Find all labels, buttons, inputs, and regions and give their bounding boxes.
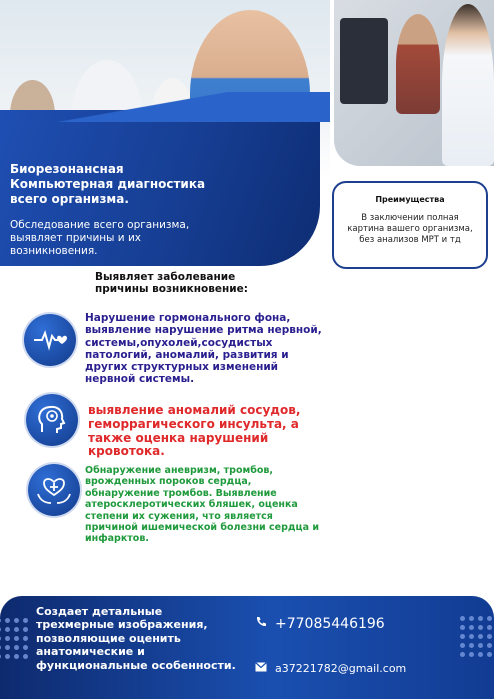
consultation-photo xyxy=(334,0,494,166)
page-description: Обследование всего организма, выявляет причины и их возникновения. xyxy=(10,219,190,257)
monitor xyxy=(340,18,388,104)
doctor-figure xyxy=(442,4,494,166)
footer-band xyxy=(0,596,494,699)
item-text-heart: Обнаружение аневризм, тромбов, врожденных пороков сердца, обнаружение тромбов. Выявление атеросклеротических бляшек, оценка степени их сужения, что является причиной ишемической болезни сердца и инфарктов. xyxy=(85,465,319,545)
advantages-title: Преимущества xyxy=(375,195,445,204)
email-row[interactable] xyxy=(255,662,406,675)
reveals-heading: Выявляет заболевание причины возникновение: xyxy=(95,271,248,295)
advantages-text: В заключении полная картина вашего организма, без анализов МРТ и тд xyxy=(347,213,473,245)
phone-number[interactable]: +77085446196 xyxy=(275,616,385,632)
item-text-hormones: Нарушение гормонального фона, выявление нарушение ритма нервной, системы,опухолей,сосудистых патологий, аномалий, развития и других структурных изменений нервной системы. xyxy=(85,312,322,386)
heartbeat-icon xyxy=(24,314,76,366)
heart-hands-icon xyxy=(28,464,80,516)
footer-text: Создает детальные трехмерные изображения, позволяющие оценить анатомические и функциональные особенности. xyxy=(36,605,236,672)
email-icon xyxy=(255,662,267,675)
advantages-box xyxy=(332,181,488,269)
doctor-figure xyxy=(396,14,440,114)
email-address[interactable]: a37221782@gmail.com xyxy=(275,662,407,675)
phone-icon xyxy=(255,616,267,632)
page-title: Биорезонансная Компьютерная диагностика всего организма. xyxy=(10,162,206,206)
phone-row[interactable] xyxy=(255,616,385,632)
item-text-vessels: выявление аномалий сосудов, геморрагического инсульта, а также оценка нарушений кровотока. xyxy=(88,403,301,459)
decorative-dots xyxy=(0,618,28,659)
decorative-dots xyxy=(460,616,492,657)
brain-head-icon xyxy=(26,394,78,446)
